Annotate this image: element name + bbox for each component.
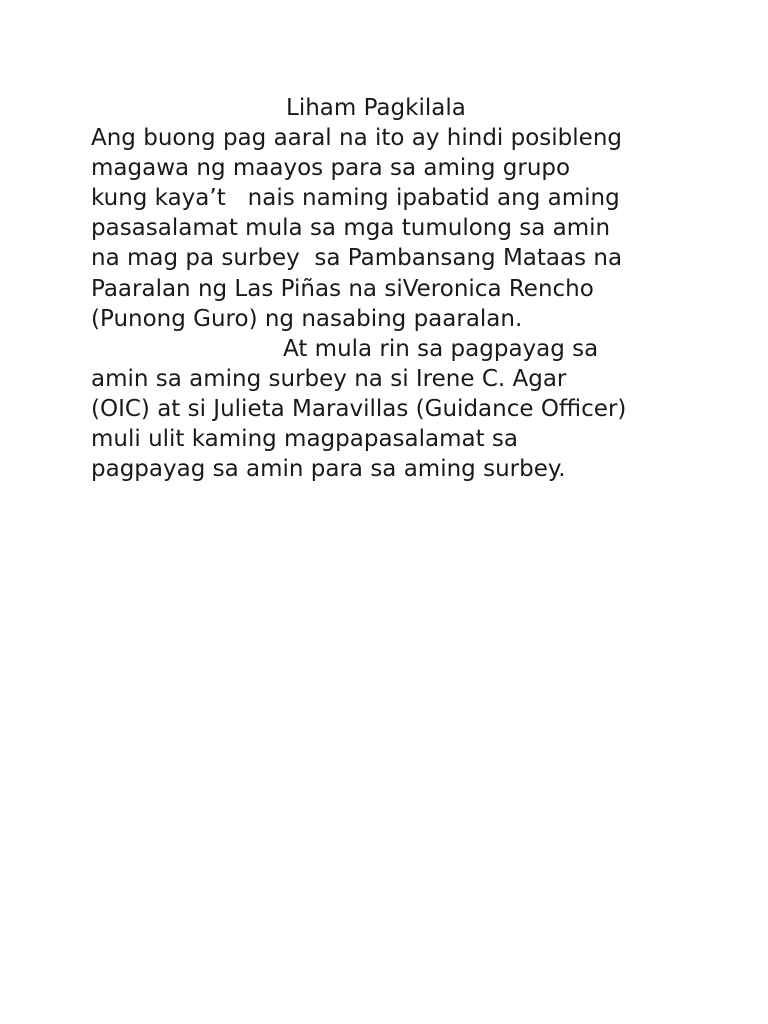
document-body xyxy=(91,93,691,484)
paragraph-1-line-1: Ang buong pag aaral na ito ay hindi posibleng xyxy=(91,125,622,152)
paragraph-1-line-4: pasasalamat mula sa mga tumulong sa amin xyxy=(91,215,611,242)
paragraph-1-line-7: (Punong Guro) ng nasabing paaralan. xyxy=(91,305,523,332)
paragraph-2-line-4: muli ulit kaming magpapasalamat sa xyxy=(91,426,519,453)
paragraph-2-line-1: At mula rin sa pagpayag sa xyxy=(283,335,599,362)
paragraph-2-line-2: amin sa aming surbey na si Irene C. Agar xyxy=(91,365,567,392)
paragraph-2 xyxy=(91,334,691,484)
paragraph-1-line-5: na mag pa surbey sa Pambansang Mataas na xyxy=(91,245,623,272)
paragraph-1 xyxy=(91,123,691,334)
paragraph-1-line-2: magawa ng maayos para sa aming grupo xyxy=(91,155,571,182)
paragraph-2-line-5: pagpayag sa amin para sa aming surbey. xyxy=(91,456,566,483)
paragraph-2-line-3: (OIC) at si Julieta Maravillas (Guidance Officer) xyxy=(91,395,627,422)
document-title: Liham Pagkilala xyxy=(286,95,466,121)
paragraph-1-line-6: Paaralan ng Las Piñas na siVeronica Rencho xyxy=(91,275,594,302)
paragraph-1-line-3: kung kaya’t nais naming ipabatid ang aming xyxy=(91,185,620,212)
